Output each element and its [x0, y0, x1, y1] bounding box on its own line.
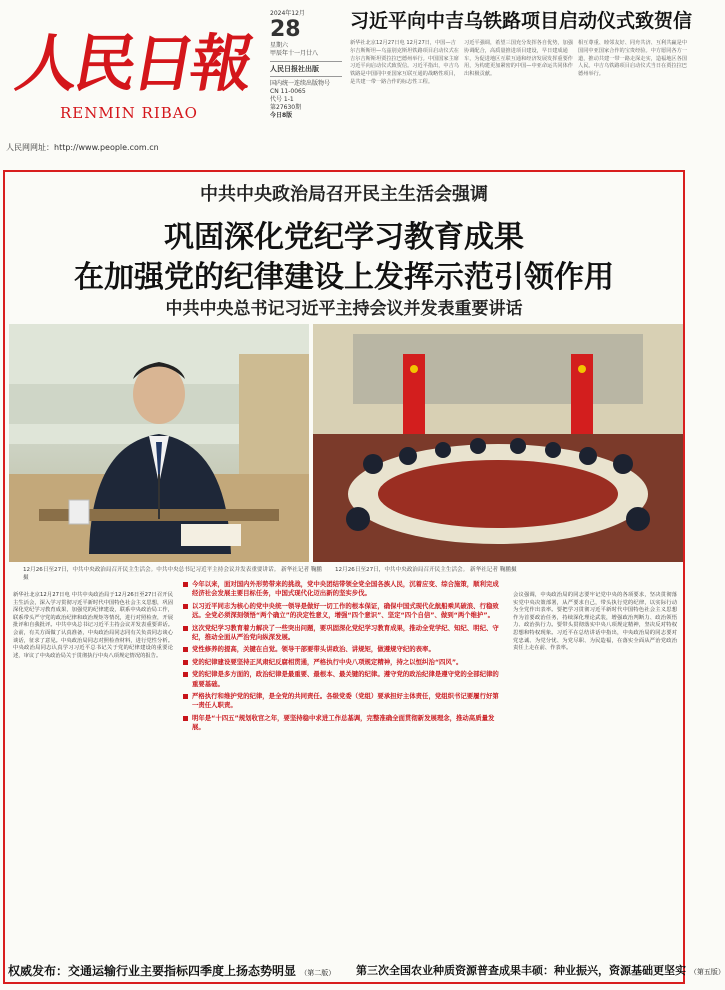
photo-meeting-room[interactable] — [313, 324, 683, 562]
bullet-square-icon — [183, 716, 188, 721]
caption-right: 12月26日至27日，中共中央政治局召开民主生活会。 新华社记者 鞠鹏摄 — [335, 567, 517, 573]
issn-label: 国内统一连续出版物号 — [270, 80, 331, 87]
lead-story-box — [3, 170, 685, 984]
bullet-square-icon — [183, 582, 188, 587]
lunar-date: 甲辰年十一月廿八 — [270, 50, 319, 57]
head-story-col-1: 新华社北京12月27日电 12月27日，中国—吉尔吉斯斯坦—乌兹别克斯坦铁路项目启动仪式在吉尔吉斯斯坦贾拉拉巴德州举行。中国国家主席习近平向启动仪式致贺信。习近平指出，中吉乌铁路是中国同中亚国家互联互通的战略性项目，是共建一带一路合作的标志性工程。 — [350, 40, 459, 85]
issue-number: 第27630期 — [270, 104, 302, 111]
weekday: 星期六 — [270, 42, 289, 49]
highlight-item: 严格执行和维护党的纪律，是全党的共同责任。各级党委（党组）要承担好主体责任，党组织书记要履行好第一责任人职责。 — [183, 692, 503, 711]
cn-number: CN 11-0065 — [270, 88, 306, 95]
head-story-col-2: 习近平强调，希望三国充分发挥各自优势，加强协调配合，高质量推进项目建设，早日建成通车，为促进地区互联互通和经济发展发挥重要作用，为构建更加紧密的中国—中亚命运共同体作出积极贡献。 — [464, 40, 573, 78]
head-story — [350, 6, 693, 154]
postal-code: 代号 1-1 — [270, 96, 294, 103]
head-story-col-3: 相互尊重、睦邻友好、同舟共济、互利共赢是中国同中亚国家合作的宝贵经验。中方愿同各方一道，推动共建一带一路走深走实，造福地区各国人民。中吉乌铁路项目启动仪式当日在贾拉拉巴德州举行。 — [578, 40, 687, 78]
logo-text: 人民日報 — [10, 27, 256, 100]
photo-speaker[interactable] — [9, 324, 309, 562]
day-number: 28 — [270, 17, 301, 42]
highlight-item: 以习近平同志为核心的党中央统一领导是做好一切工作的根本保证，确保中国式现代化航船乘风破浪、行稳致远。全党必须深刻领悟“两个确立”的决定性意义，增强“四个意识”、坚定“四个自信”、做到“两个维护”。 — [183, 602, 503, 621]
bottom-teaser-left[interactable] — [8, 962, 335, 979]
page-count: 今日8版 — [270, 112, 293, 119]
bottom-teaser-right-text: 第三次全国农业种质资源普查成果丰硕：种业振兴，资源基础更坚实 — [356, 964, 686, 977]
article-column-left: 新华社北京12月27日电 中共中央政治局于12月26日至27日召开民主生活会，深入学习贯彻习近平新时代中国特色社会主义思想，巩固深化党纪学习教育成果，加强党的纪律建设，联系中央政治局工作，联系带头严守党的政治纪律和政治规矩等情况，进行对照检查，开展批评和自我批评。中共中央总书记习近平主持会议并发表重要讲话。会前，有关方面做了认真准备，中央政治局同志同有关负责同志谈心谈话，征求了意见。中央政治局同志对照检查材料，进行党性分析。中央政治局同志认真学习习近平总书记关于党的纪律建设的重要论述，审议了中央政治局关于贯彻执行中央八项规定情况的报告。 — [13, 592, 173, 659]
lead-title-line-1[interactable]: 巩固深化党纪学习教育成果 — [164, 220, 524, 255]
caption-left: 12月26日至27日，中共中央政治局召开民主生活会。中共中央总书记习近平主持会议并发表重要讲话。 新华社记者 鞠鹏摄 — [23, 567, 323, 581]
bullet-square-icon — [183, 647, 188, 652]
highlight-item: 党性修养的提高，关键在自觉。领导干部要带头讲政治、讲规矩，做遵规守纪的表率。 — [183, 645, 503, 654]
bullet-square-icon — [183, 604, 188, 609]
highlight-item: 明年是“十四五”规划收官之年，要坚持稳中求进工作总基调，完整准确全面贯彻新发展理念，推动高质量发展。 — [183, 714, 503, 733]
photo-meeting-image — [313, 324, 683, 562]
newspaper-logo — [8, 6, 256, 106]
bullet-square-icon — [183, 694, 188, 699]
bullet-square-icon — [183, 626, 188, 631]
highlight-item: 这次党纪学习教育着力解决了一些突出问题，要巩固深化党纪学习教育成果，推动全党学纪、知纪、明纪、守纪，推动全面从严治党向纵深发展。 — [183, 624, 503, 643]
lead-title-line-2[interactable]: 在加强党的纪律建设上发挥示范引领作用 — [74, 260, 614, 295]
highlight-item: 党的纪律建设要坚持正风肃纪反腐相贯通，严格执行中央八项规定精神，持之以恒纠治“四风”。 — [183, 658, 503, 667]
article-highlights — [183, 580, 503, 942]
lead-subtitle: 中共中央总书记习近平主持会议并发表重要讲话 — [165, 299, 523, 319]
bottom-teaser-right-page: （第五版） — [689, 968, 725, 976]
head-story-title[interactable]: 习近平向中吉乌铁路项目启动仪式致贺信 — [350, 10, 693, 32]
year-month: 2024年12月 — [270, 10, 305, 17]
lead-kicker: 中共中央政治局召开民主生活会强调 — [200, 184, 488, 205]
publisher: 人民日报社出版 — [270, 65, 319, 73]
photo-speaker-image — [9, 324, 309, 562]
bullet-square-icon — [183, 660, 188, 665]
masthead — [0, 0, 693, 160]
site-url[interactable]: 人民网网址：http://www.people.com.cn — [6, 143, 159, 152]
article-column-right: 会议强调，中央政治局的同志要牢记党中央的各项要求，坚决贯彻落实党中央决策部署，从严要求自己，带头执行党的纪律，以实际行动为全党作出表率。要把学习贯彻习近平新时代中国特色社会主义思想作为首要政治任务，持续深化理论武装，增强政治判断力、政治领悟力、政治执行力。要带头贯彻落实中央八项规定精神，坚决反对特权思想和特权现象。习近平在总结讲话中指出，中央政治局的同志要对党忠诚、为党分忧、为党尽职、为民造福，在落实全面从严治党政治责任上走在前、作表率。 — [513, 592, 677, 652]
bottom-teaser-left-page: （第二版） — [300, 969, 336, 977]
highlight-item: 党的纪律是多方面的，政治纪律是最重要、最根本、最关键的纪律。遵守党的政治纪律是遵守党的全部纪律的重要基础。 — [183, 670, 503, 689]
bullet-square-icon — [183, 672, 188, 677]
highlight-item: 今年以来，面对国内外形势带来的挑战，党中央团结带领全党全国各族人民，沉着应变、综合施策，顺利完成经济社会发展主要目标任务，中国式现代化迈出新的坚实步伐。 — [183, 580, 503, 599]
date-box — [270, 10, 342, 120]
bottom-teaser-right[interactable] — [356, 962, 725, 978]
bottom-teaser-left-text: 权威发布：交通运输行业主要指标四季度上扬态势明显 — [8, 964, 297, 978]
logo-roman: RENMIN RIBAO — [60, 104, 198, 122]
